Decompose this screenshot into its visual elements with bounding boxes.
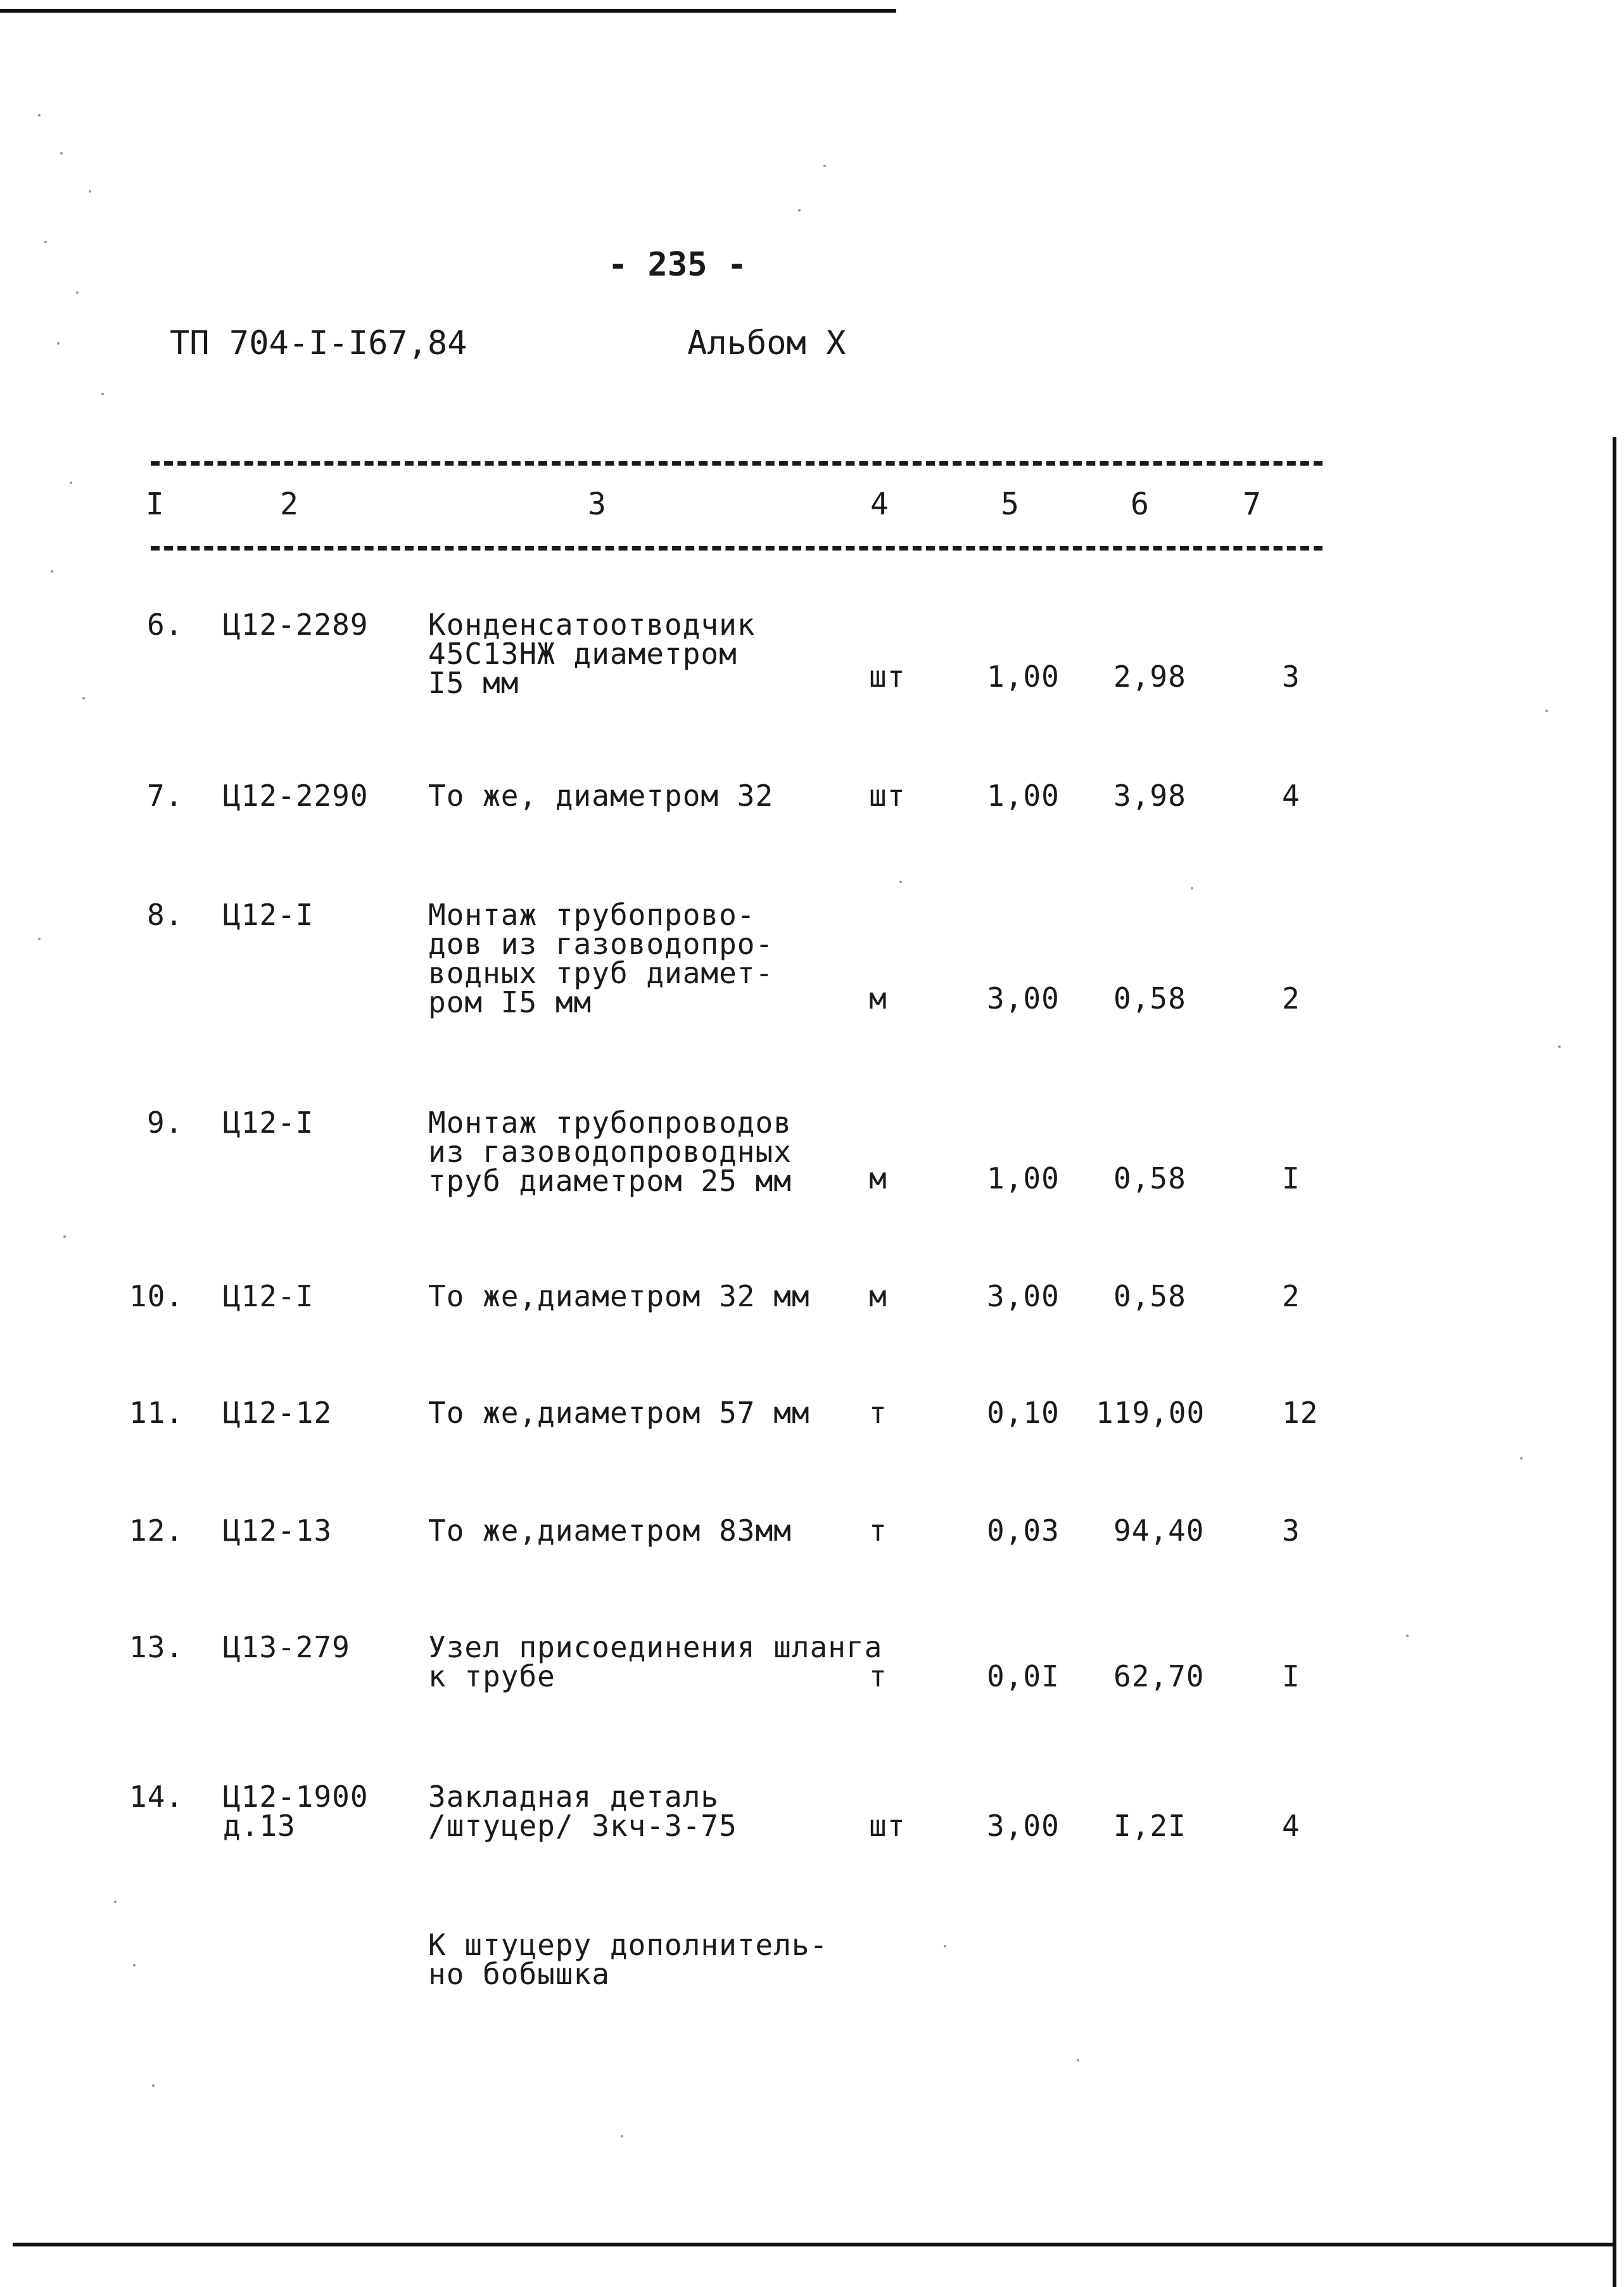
row-unit: м xyxy=(869,1279,887,1313)
row-unit: м xyxy=(869,981,887,1016)
bottom-border-line xyxy=(13,2243,1616,2246)
row-name-line: I5 мм xyxy=(428,666,519,700)
row-qty: 1,00 xyxy=(987,659,1060,694)
row-name-line: То же,диаметром 32 мм xyxy=(428,1279,810,1313)
row-price: 62,70 xyxy=(1113,1659,1205,1693)
col-header-3: 3 xyxy=(588,487,607,522)
row-price: 94,40 xyxy=(1113,1513,1205,1548)
row-number: 12. xyxy=(129,1513,184,1548)
row-price: 2,98 xyxy=(1113,659,1186,694)
row-code-suffix: д.13 xyxy=(223,1809,296,1843)
row-number: 14. xyxy=(129,1780,184,1814)
row-number: 13. xyxy=(129,1630,184,1664)
row-unit: шт xyxy=(869,659,906,694)
page-number: - 235 - xyxy=(608,246,747,284)
row-name-line: Монтаж трубопроводов xyxy=(428,1105,792,1140)
row-unit: м xyxy=(869,1161,887,1195)
row-name-line: 45С13НЖ диаметром xyxy=(428,637,737,671)
col-header-6: 6 xyxy=(1131,487,1150,522)
row-price: 3,98 xyxy=(1113,779,1186,813)
row-qty: 0,03 xyxy=(987,1513,1060,1548)
row-code: Ц12-I xyxy=(223,1105,314,1140)
row-name-line: к трубе xyxy=(428,1659,555,1693)
row-number: 7. xyxy=(147,779,184,813)
row-code: Ц12-12 xyxy=(223,1396,333,1430)
col-header-1: I xyxy=(146,487,165,522)
row-qty: 0,0I xyxy=(987,1659,1060,1693)
col-header-5: 5 xyxy=(1001,487,1020,522)
right-border-line xyxy=(1613,437,1616,2287)
row-col7: 3 xyxy=(1282,1513,1300,1548)
row-name-line: То же,диаметром 57 мм xyxy=(428,1396,810,1430)
row-col7: 3 xyxy=(1282,659,1300,694)
row-qty: 1,00 xyxy=(987,779,1060,813)
top-border-line xyxy=(0,9,896,13)
row-col7: I xyxy=(1282,1161,1300,1195)
row-name-line: То же, диаметром 32 xyxy=(428,779,774,813)
row-code: Ц12-2289 xyxy=(223,608,369,642)
row-qty: 3,00 xyxy=(987,1809,1060,1843)
row-code: Ц13-279 xyxy=(223,1630,350,1664)
row-unit: т xyxy=(869,1513,887,1548)
row-number: 9. xyxy=(147,1105,184,1140)
row-col7: 4 xyxy=(1282,1809,1300,1843)
row-code: Ц12-13 xyxy=(223,1513,333,1548)
row-col7: 2 xyxy=(1282,1279,1300,1313)
row-unit: шт xyxy=(869,779,906,813)
row-name-line: /штуцер/ Зкч-3-75 xyxy=(428,1809,737,1843)
header-rule-top xyxy=(151,461,1323,466)
row-qty: 0,10 xyxy=(987,1396,1060,1430)
row-name-line: Узел присоединения шланга xyxy=(428,1630,883,1664)
row-unit: шт xyxy=(869,1809,906,1843)
note-line: К штуцеру дополнитель- xyxy=(428,1928,828,1962)
row-price: 0,58 xyxy=(1113,1279,1186,1313)
row-qty: 3,00 xyxy=(987,981,1060,1016)
col-header-4: 4 xyxy=(870,487,889,522)
row-price: 119,00 xyxy=(1096,1396,1205,1430)
row-price: I,2I xyxy=(1113,1809,1186,1843)
row-qty: 3,00 xyxy=(987,1279,1060,1313)
row-code: Ц12-I xyxy=(223,898,314,932)
row-unit: т xyxy=(869,1659,887,1693)
row-number: 10. xyxy=(129,1279,184,1313)
note-line: но бобышка xyxy=(428,1957,610,1991)
row-name-line: труб диаметром 25 мм xyxy=(428,1164,792,1198)
row-name-line: Закладная деталь xyxy=(428,1780,720,1814)
col-header-7: 7 xyxy=(1243,487,1262,522)
row-code: Ц12-2290 xyxy=(223,779,369,813)
album-title: Альбом X xyxy=(687,324,846,362)
doc-code: ТП 704-I-I67,84 xyxy=(170,324,467,362)
row-name-line: Монтаж трубопрово- xyxy=(428,898,756,932)
row-name-line: из газоводопроводных xyxy=(428,1135,792,1169)
row-code: Ц12-1900 xyxy=(223,1780,369,1814)
row-col7: I xyxy=(1282,1659,1300,1693)
row-name-line: То же,диаметром 83мм xyxy=(428,1513,792,1548)
row-col7: 12 xyxy=(1282,1396,1319,1430)
row-number: 11. xyxy=(129,1396,184,1430)
row-price: 0,58 xyxy=(1113,1161,1186,1195)
col-header-2: 2 xyxy=(280,487,299,522)
row-col7: 2 xyxy=(1282,981,1300,1016)
row-name-line: Конденсатоотводчик xyxy=(428,608,756,642)
row-number: 8. xyxy=(147,898,184,932)
row-unit: т xyxy=(869,1396,887,1430)
row-price: 0,58 xyxy=(1113,981,1186,1016)
row-col7: 4 xyxy=(1282,779,1300,813)
header-rule-bottom xyxy=(151,546,1323,551)
row-code: Ц12-I xyxy=(223,1279,314,1313)
row-qty: 1,00 xyxy=(987,1161,1060,1195)
row-name-line: водных труб диамет- xyxy=(428,956,774,990)
row-number: 6. xyxy=(147,608,184,642)
row-name-line: дов из газоводопро- xyxy=(428,927,774,961)
row-name-line: ром I5 мм xyxy=(428,985,592,1019)
